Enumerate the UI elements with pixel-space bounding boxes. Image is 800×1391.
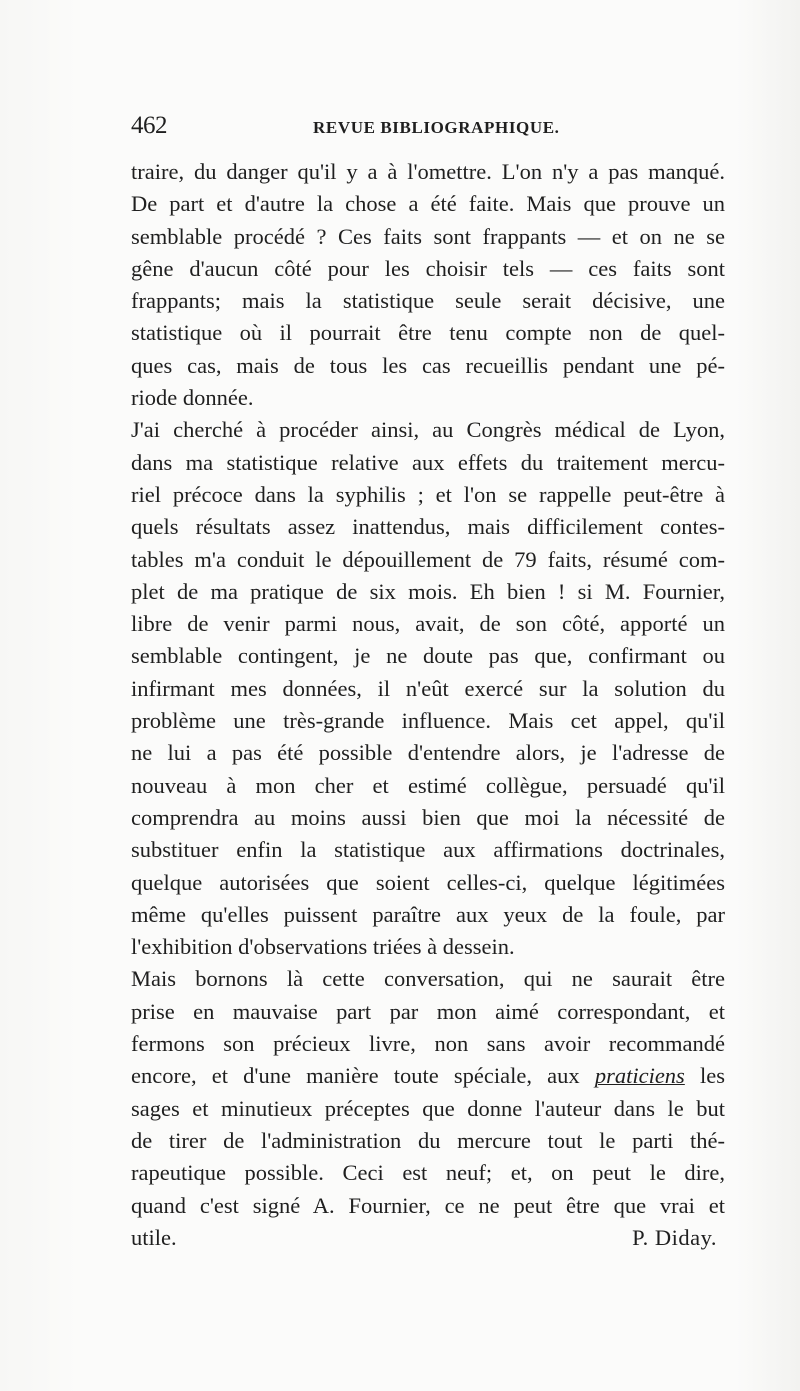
text-line: comprendra au moins aussi bien que moi la nécessité de	[131, 804, 725, 830]
closing-word: utile.	[131, 1224, 177, 1250]
text-line: semblable contingent, je ne doute pas que, confirmant ou	[131, 643, 725, 669]
text-line: frappants; mais la statistique seule serait décisive, une	[131, 288, 725, 314]
body-text	[131, 156, 725, 1254]
text-line: J'ai cherché à procéder ainsi, au Congrès médical de Lyon,	[131, 417, 725, 443]
running-title: REVUE BIBLIOGRAPHIQUE.	[313, 118, 560, 137]
text-line: rapeutique possible. Ceci est neuf; et, on peut le dire,	[131, 1160, 725, 1186]
text-line: tables m'a conduit le dépouillement de 79 faits, résumé com-	[131, 546, 725, 572]
text-line: sages et minutieux préceptes que donne l'auteur dans le but	[131, 1095, 725, 1121]
text-line-with-emphasis	[131, 1060, 725, 1092]
text-line: prise en mauvaise part par mon aimé correspondant, et	[131, 998, 725, 1024]
signature-line	[131, 1222, 725, 1254]
text-line: ques cas, mais de tous les cas recueillis pendant une pé-	[131, 352, 725, 378]
text-fragment: les	[700, 1063, 725, 1089]
text-line: infirmant mes données, il n'eût exercé sur la solution du	[131, 675, 725, 701]
page-number: 462	[131, 112, 167, 139]
text-line: riel précoce dans la syphilis ; et l'on se rappelle peut-être à	[131, 481, 725, 507]
text-fragment: encore, et d'une manière toute spéciale, aux	[131, 1063, 580, 1089]
text-line: substituer enfin la statistique aux affirmations doctrinales,	[131, 837, 725, 863]
text-line: statistique où il pourrait être tenu compte non de quel-	[131, 320, 725, 346]
text-line: traire, du danger qu'il y a à l'omettre. L'on n'y a pas manqué.	[131, 159, 725, 184]
text-line: plet de ma pratique de six mois. Eh bien ! si M. Fournier,	[131, 578, 725, 604]
text-line: riode donnée.	[131, 385, 254, 411]
text-line: quand c'est signé A. Fournier, ce ne peut être que vrai et	[131, 1192, 725, 1218]
text-line: problème une très-grande influence. Mais cet appel, qu'il	[131, 708, 725, 734]
text-line: l'exhibition d'observations triées à dessein.	[131, 934, 515, 960]
text-line: dans ma statistique relative aux effets du traitement mercu-	[131, 449, 725, 475]
page-header	[131, 112, 725, 148]
text-line: De part et d'autre la chose a été faite. Mais que prouve un	[131, 191, 725, 217]
text-line: Mais bornons là cette conversation, qui ne saurait être	[131, 966, 725, 992]
text-line: même qu'elles puissent paraître aux yeux de la foule, par	[131, 901, 725, 927]
text-line: gêne d'aucun côté pour les choisir tels — ces faits sont	[131, 255, 725, 281]
text-line: quelque autorisées que soient celles-ci, quelque légitimées	[131, 869, 725, 895]
text-line: de tirer de l'administration du mercure tout le parti thé-	[131, 1127, 725, 1153]
text-line: ne lui a pas été possible d'entendre alors, je l'adresse de	[131, 740, 725, 766]
text-line: semblable procédé ? Ces faits sont frappants — et on ne se	[131, 223, 725, 249]
text-line: libre de venir parmi nous, avait, de son côté, apporté un	[131, 611, 725, 637]
emphasized-word: praticiens	[594, 1063, 685, 1089]
text-line: fermons son précieux livre, non sans avoir recommandé	[131, 1031, 725, 1057]
text-line: quels résultats assez inattendus, mais difficilement contes-	[131, 514, 725, 540]
text-line: nouveau à mon cher et estimé collègue, persuadé qu'il	[131, 772, 725, 798]
author-signature: P. Diday.	[632, 1224, 717, 1250]
